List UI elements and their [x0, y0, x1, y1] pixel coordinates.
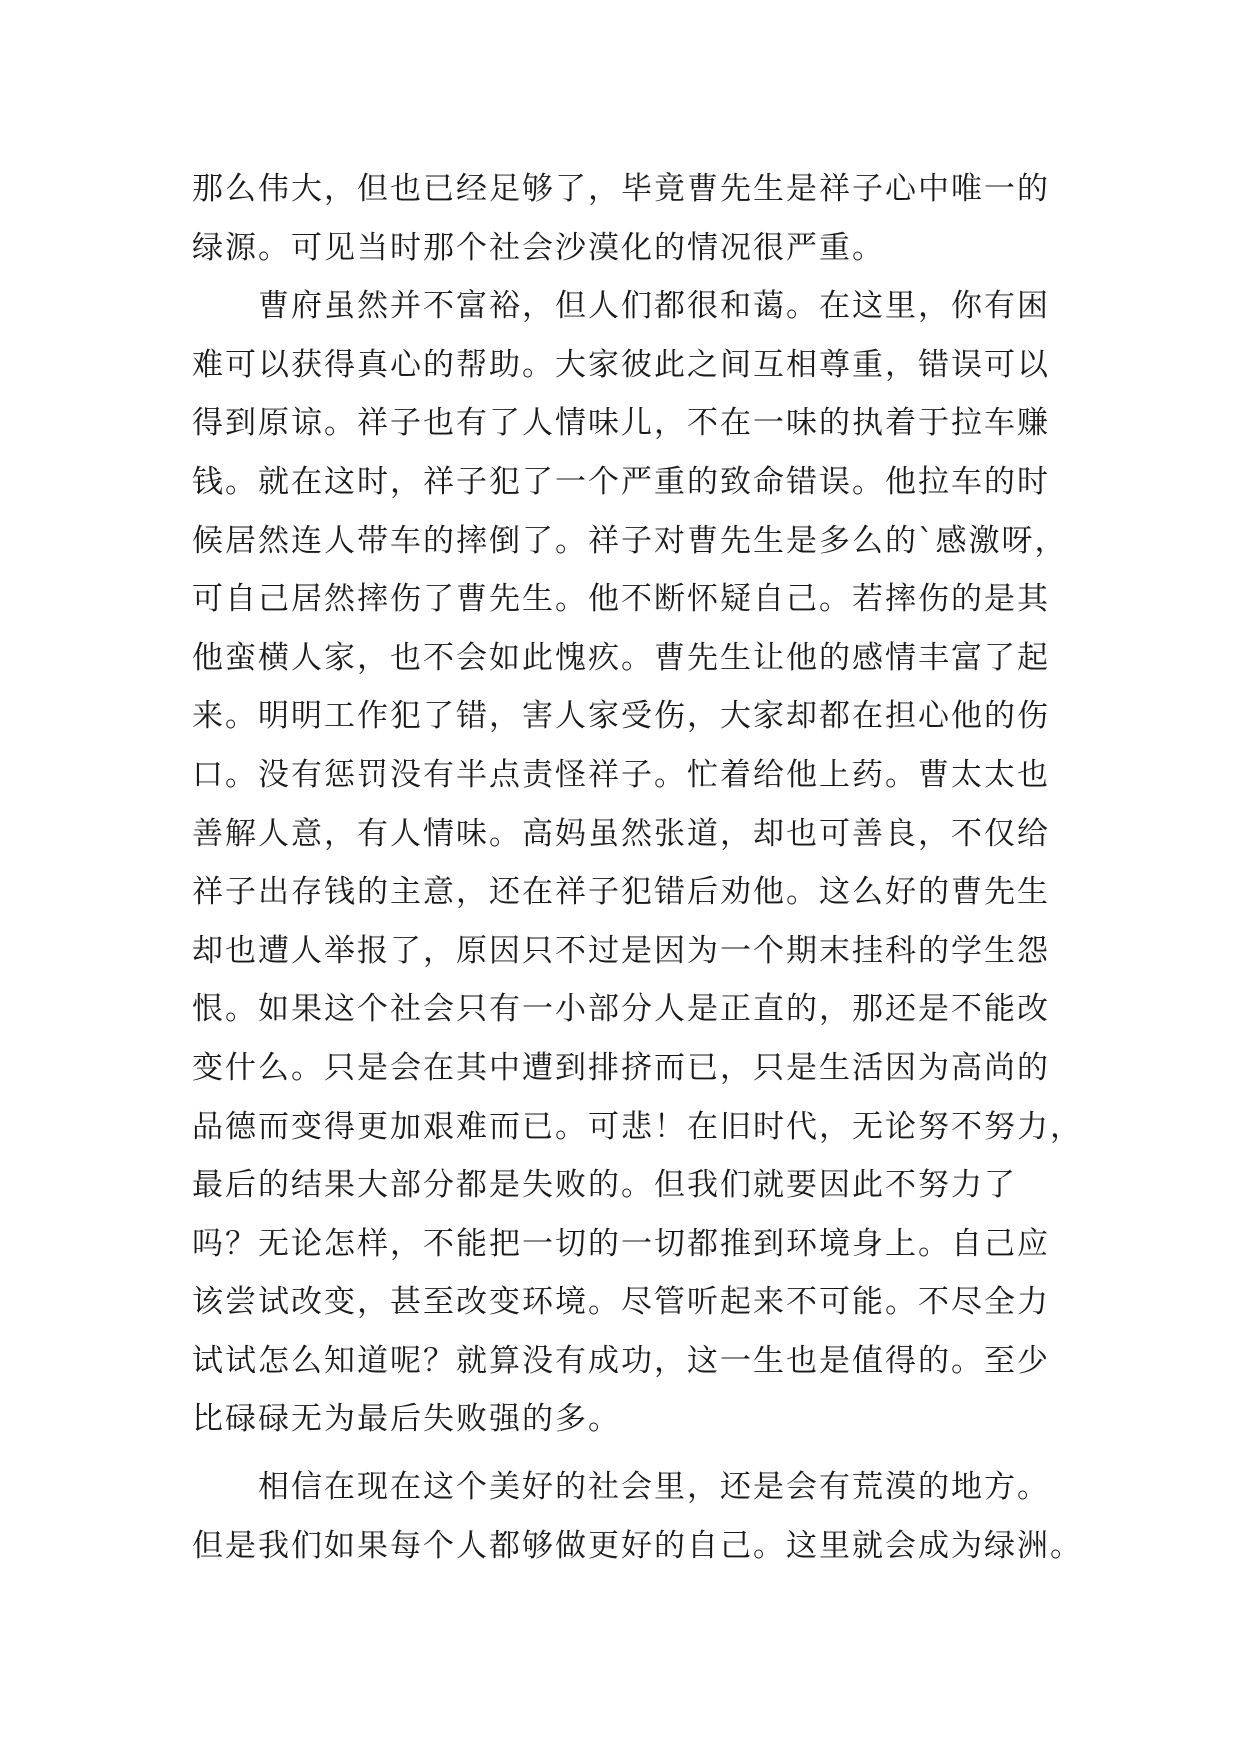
paragraph-spacer — [192, 1449, 1052, 1458]
text-line: 最后的结果大部分都是失败的。但我们就要因此不努力了 — [192, 1167, 1017, 1204]
text-line: 他蛮横人家，也不会如此愧疚。曹先生让他的感情丰富了起 — [192, 639, 1050, 676]
text-line: 善解人意，有人情味。高妈虽然张道，却也可善良，不仅给 — [192, 815, 1050, 852]
text-line: 候居然连人带车的摔倒了。祥子对曹先生是多么的`感激呀， — [192, 522, 1068, 559]
text-line: 却也遭人举报了，原因只不过是因为一个期末挂科的学生怨 — [192, 932, 1050, 969]
text-line: 比碌碌无为最后失败强的多。 — [192, 1401, 621, 1438]
text-line: 曹府虽然并不富裕，但人们都很和蔼。在这里，你有困 — [258, 288, 1050, 325]
text-line: 钱。就在这时，祥子犯了一个严重的致命错误。他拉车的时 — [192, 463, 1050, 500]
paragraph — [192, 277, 1083, 1449]
paragraph — [192, 1458, 1083, 1575]
essay-body — [192, 160, 1083, 1575]
text-line: 吗？无论怎样，不能把一切的一切都推到环境身上。自己应 — [192, 1225, 1050, 1262]
text-line: 品德而变得更加艰难而已。可悲！在旧时代，无论努不努力， — [192, 1108, 1083, 1145]
text-line: 难可以获得真心的帮助。大家彼此之间互相尊重，错误可以 — [192, 346, 1050, 383]
text-line: 可自己居然摔伤了曹先生。他不断怀疑自己。若摔伤的是其 — [192, 581, 1050, 618]
text-line: 恨。如果这个社会只有一小部分人是正直的，那还是不能改 — [192, 991, 1050, 1028]
text-line: 来。明明工作犯了错，害人家受伤，大家却都在担心他的伤 — [192, 698, 1050, 735]
text-line: 但是我们如果每个人都够做更好的自己。这里就会成为绿洲。 — [192, 1527, 1083, 1564]
text-line: 绿源。可见当时那个社会沙漠化的情况很严重。 — [192, 229, 885, 266]
text-line: 那么伟大，但也已经足够了，毕竟曹先生是祥子心中唯一的 — [192, 171, 1050, 207]
text-line: 祥子出存钱的主意，还在祥子犯错后劝他。这么好的曹先生 — [192, 874, 1050, 911]
text-line: 变什么。只是会在其中遭到排挤而已，只是生活因为高尚的 — [192, 1049, 1050, 1086]
text-line: 相信在现在这个美好的社会里，还是会有荒漠的地方。 — [258, 1469, 1050, 1506]
text-line: 试试怎么知道呢？就算没有成功，这一生也是值得的。至少 — [192, 1342, 1050, 1379]
paragraph — [192, 160, 1052, 277]
text-line: 该尝试改变，甚至改变环境。尽管听起来不可能。不尽全力 — [192, 1284, 1050, 1321]
text-line: 口。没有惩罚没有半点责怪祥子。忙着给他上药。曹太太也 — [192, 756, 1050, 793]
text-line: 得到原谅。祥子也有了人情味儿，不在一味的执着于拉车赚 — [192, 405, 1050, 442]
